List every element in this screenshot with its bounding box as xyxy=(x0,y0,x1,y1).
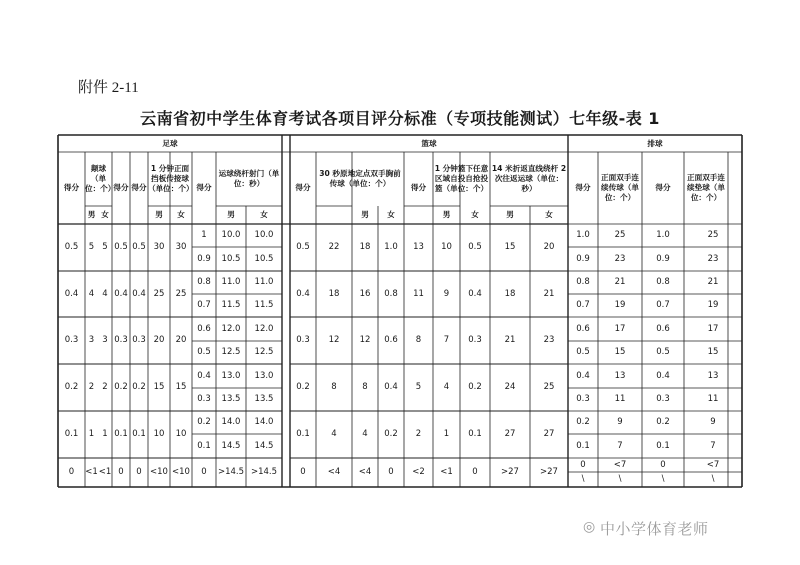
header-female: 女 xyxy=(260,210,268,219)
cell-score: 0.7 xyxy=(576,300,590,310)
cell-score: 0.2 xyxy=(468,382,482,392)
cell-value: 7 xyxy=(443,335,450,345)
cell-score: 0.3 xyxy=(132,335,146,345)
cell-score: 0.1 xyxy=(197,440,211,451)
cell-value: 25 xyxy=(543,382,555,392)
cell-value: 13.0 xyxy=(221,370,241,381)
cell-score: 0.8 xyxy=(576,277,590,287)
cell-score: 0.2 xyxy=(384,429,398,439)
header-vb-pass: 正面双手连续传球（单位：个） xyxy=(601,173,639,202)
cell-score: 1.0 xyxy=(576,230,590,240)
cell-score: 0.3 xyxy=(656,394,670,404)
cell-value: 3 xyxy=(88,335,95,345)
cell-value: 5 xyxy=(415,382,422,392)
cell-score: 0.4 xyxy=(132,288,146,299)
header-female: 女 xyxy=(471,210,479,219)
header-male: 男 xyxy=(506,210,514,219)
cell-value: 10 xyxy=(153,429,165,439)
cell-value: 5 xyxy=(102,242,108,252)
cell-value: 23 xyxy=(707,253,719,264)
cell-score: 0.1 xyxy=(468,429,482,439)
cell-value: 14.5 xyxy=(221,440,241,451)
cell-score: 0.9 xyxy=(197,253,211,264)
cell-score: 0.8 xyxy=(197,277,211,287)
cell-value: 4 xyxy=(331,429,337,439)
cell-value: 24 xyxy=(504,382,516,392)
cell-value: <2 xyxy=(412,467,425,477)
page-title: 云南省初中学生体育考试各项目评分标准（专项技能测试）七年级-表 1 xyxy=(140,109,660,128)
cell-value: 12.0 xyxy=(254,323,274,334)
cell-score: 0.2 xyxy=(576,417,590,427)
cell-value: 7 xyxy=(710,440,716,451)
cell-score: 0.4 xyxy=(656,370,670,381)
cell-value: 5 xyxy=(88,242,95,252)
cell-score: 1.0 xyxy=(384,242,398,252)
cell-score: 0.5 xyxy=(576,347,590,357)
cell-score: 0.3 xyxy=(197,394,211,404)
cell-value: 12 xyxy=(359,335,371,345)
cell-value: 14.5 xyxy=(254,440,274,451)
header-juggling: 颠球（单位：个） xyxy=(85,164,116,193)
cell-value: 25 xyxy=(707,230,719,240)
cell-value: 11.5 xyxy=(221,300,241,310)
header-score: 得分 xyxy=(655,183,671,192)
cell-value: <4 xyxy=(358,467,372,477)
cell-value: 21 xyxy=(543,288,555,299)
cell-score: 0 xyxy=(660,459,666,470)
cell-value: <4 xyxy=(327,467,341,477)
cell-value: 13 xyxy=(614,370,626,381)
cell-value: 17 xyxy=(707,323,719,334)
header-score: 得分 xyxy=(196,183,212,192)
cell-value: 12 xyxy=(328,335,340,345)
cell-score: 0.2 xyxy=(132,382,146,392)
cell-score: 0.1 xyxy=(132,429,146,439)
header-male: 男 xyxy=(87,210,96,219)
cell-value: 27 xyxy=(543,429,555,439)
cell-score: 0.6 xyxy=(197,323,211,334)
cell-value: 1 xyxy=(102,429,108,439)
cell-value: 30 xyxy=(153,242,165,252)
cell-score: 0.4 xyxy=(114,288,128,299)
cell-value: 25 xyxy=(175,288,187,299)
cell-value: 30 xyxy=(175,242,187,252)
cell-value: 3 xyxy=(102,335,108,345)
cell-value: 11 xyxy=(413,288,424,299)
header-male: 男 xyxy=(227,210,235,219)
cell-value: >27 xyxy=(501,467,519,477)
cell-value: 23 xyxy=(614,253,626,264)
cell-value: 11 xyxy=(614,394,626,404)
cell-value: 20 xyxy=(543,242,555,252)
cell-value: 21 xyxy=(504,335,516,345)
header-dribble-shot: 运球绕杆射门（单位：秒） xyxy=(218,169,280,188)
cell-score: 0.1 xyxy=(114,429,128,439)
header-vb-dig: 正面双手连续垫球（单位：个） xyxy=(687,173,725,202)
cell-value: 12.5 xyxy=(254,347,274,357)
cell-value: 12.5 xyxy=(221,347,241,357)
cell-value: 13.5 xyxy=(221,394,241,404)
header-bb-dribble: 14 米折返直线绕杆 2 次往返运球（单位：秒） xyxy=(491,164,567,193)
cell-score: 0.9 xyxy=(656,253,670,264)
cell-score: 0.2 xyxy=(64,382,79,392)
cell-value: 19 xyxy=(707,300,719,310)
cell-score: \ xyxy=(581,474,585,484)
cell-score: 0 xyxy=(118,467,124,477)
cell-value: 15 xyxy=(504,242,516,252)
cell-score: 0.4 xyxy=(296,288,310,299)
cell-value: <7 xyxy=(613,459,627,470)
cell-value: 23 xyxy=(543,335,555,345)
header-score: 得分 xyxy=(131,183,147,192)
cell-score: 0.1 xyxy=(64,429,79,439)
cell-score: 0.2 xyxy=(114,382,128,392)
cell-score: 0.2 xyxy=(296,382,310,392)
header-bb-pass: 30 秒原地定点双手胸前传球（单位：个） xyxy=(319,169,401,188)
cell-value: \ xyxy=(711,474,715,484)
cell-value: 10 xyxy=(441,242,452,252)
cell-value: 9 xyxy=(443,288,450,299)
cell-score: 0.6 xyxy=(576,323,590,334)
cell-score: 0.7 xyxy=(656,300,670,310)
header-score: 得分 xyxy=(113,183,129,192)
cell-value: 10.5 xyxy=(221,253,241,264)
cell-value: 11.0 xyxy=(221,277,241,287)
cell-score: 0.1 xyxy=(656,440,670,451)
cell-value: 8 xyxy=(415,335,422,345)
cell-score: 0.6 xyxy=(384,335,398,345)
cell-value: >14.5 xyxy=(217,467,245,477)
cell-value: 2 xyxy=(102,382,108,392)
cell-score: 0.2 xyxy=(656,417,670,427)
cell-value: 4 xyxy=(362,429,368,439)
cell-score: \ xyxy=(661,474,665,484)
header-score: 得分 xyxy=(575,183,591,192)
cell-value: 4 xyxy=(88,288,95,299)
cell-score: 0.4 xyxy=(64,288,79,299)
cell-score: 1 xyxy=(201,230,207,240)
cell-value: 1 xyxy=(443,429,450,439)
cell-value: <7 xyxy=(706,459,720,470)
cell-score: 0.9 xyxy=(576,253,590,264)
cell-value: 20 xyxy=(153,335,165,345)
section-basketball: 篮球 xyxy=(421,138,437,148)
watermark: 中小学体育老师 xyxy=(600,520,709,538)
cell-value: <10 xyxy=(150,467,168,477)
cell-value: 17 xyxy=(614,323,626,334)
cell-score: 0.5 xyxy=(132,242,146,252)
cell-value: 13.5 xyxy=(254,394,274,404)
cell-score: 0.5 xyxy=(296,242,310,252)
cell-score: 0.8 xyxy=(656,277,670,287)
cell-score: 0 xyxy=(388,467,394,477)
cell-score: 0.7 xyxy=(197,300,211,310)
cell-score: 0.2 xyxy=(197,417,211,427)
cell-value: 7 xyxy=(617,440,623,451)
cell-value: 9 xyxy=(617,417,623,427)
cell-value: 14.0 xyxy=(254,417,274,427)
cell-score: 0.4 xyxy=(468,288,482,299)
cell-value: 12.0 xyxy=(221,323,241,334)
cell-score: 0.3 xyxy=(468,335,482,345)
cell-value: 11.5 xyxy=(254,300,274,310)
cell-value: 15 xyxy=(614,347,626,357)
cell-score: 0.1 xyxy=(576,440,590,451)
header-passing: 1 分钟正面挡板传接球（单位：个） xyxy=(148,164,194,193)
cell-score: 0.1 xyxy=(296,429,310,439)
cell-value: 2 xyxy=(415,429,422,439)
cell-value: 4 xyxy=(102,288,108,299)
header-male: 男 xyxy=(155,210,163,219)
cell-score: 0 xyxy=(300,467,306,477)
cell-score: 0.5 xyxy=(114,242,128,252)
cell-value: 10 xyxy=(175,429,187,439)
section-football: 足球 xyxy=(162,138,178,148)
cell-score: 0.6 xyxy=(656,323,670,334)
cell-value: 19 xyxy=(614,300,626,310)
header-female: 女 xyxy=(545,210,553,219)
cell-value: 13 xyxy=(707,370,719,381)
cell-value: 1 xyxy=(88,429,95,439)
cell-value: 25 xyxy=(614,230,626,240)
cell-value: 11 xyxy=(707,394,719,404)
cell-score: 0 xyxy=(68,467,75,477)
cell-score: 0.4 xyxy=(384,382,398,392)
cell-value: 9 xyxy=(710,417,716,427)
cell-value: 21 xyxy=(707,277,719,287)
cell-score: 0.3 xyxy=(576,394,590,404)
cell-score: 0 xyxy=(136,467,142,477)
cell-score: 0.3 xyxy=(296,335,310,345)
section-volleyball: 排球 xyxy=(647,138,663,148)
cell-score: 0.3 xyxy=(114,335,128,345)
cell-value: 10.5 xyxy=(254,253,274,264)
cell-value: 27 xyxy=(504,429,516,439)
header-score: 得分 xyxy=(63,183,80,192)
header-bb-layup: 1 分钟篮下任意区域自投自抢投篮（单位：个） xyxy=(434,164,489,193)
cell-score: 0.5 xyxy=(64,242,79,252)
cell-value: 11.0 xyxy=(254,277,274,287)
header-male: 男 xyxy=(361,210,369,219)
cell-score: 0.5 xyxy=(656,347,670,357)
cell-score: 0.3 xyxy=(64,335,79,345)
cell-score: 0.8 xyxy=(384,288,398,299)
cell-score: 0.4 xyxy=(197,370,211,381)
cell-score: 0.5 xyxy=(197,347,211,357)
cell-value: 22 xyxy=(328,242,340,252)
cell-score: 0 xyxy=(201,467,207,477)
header-score: 得分 xyxy=(410,183,427,192)
cell-value: 15 xyxy=(175,382,187,392)
cell-score: 0 xyxy=(472,467,478,477)
cell-value: \ xyxy=(618,474,622,484)
cell-value: 18 xyxy=(359,242,371,252)
cell-score: 0.4 xyxy=(576,370,590,381)
header-female: 女 xyxy=(177,210,185,219)
cell-value: 18 xyxy=(328,288,340,299)
cell-score: 0 xyxy=(580,459,586,470)
header-male: 男 xyxy=(442,210,451,219)
cell-value: 21 xyxy=(614,277,626,287)
cell-value: <1 xyxy=(98,467,112,477)
cell-value: 8 xyxy=(362,382,368,392)
cell-score: 0.5 xyxy=(468,242,482,252)
cell-value: <1 xyxy=(440,467,453,477)
cell-value: 13.0 xyxy=(254,370,274,381)
header-female: 女 xyxy=(101,210,109,219)
cell-value: 10.0 xyxy=(221,230,241,240)
wechat-icon: ◎ xyxy=(583,519,596,535)
cell-value: 13 xyxy=(413,242,424,252)
header-score: 得分 xyxy=(295,183,311,192)
header-female: 女 xyxy=(387,210,395,219)
cell-value: 2 xyxy=(88,382,95,392)
cell-value: 15 xyxy=(707,347,719,357)
cell-value: >27 xyxy=(540,467,558,477)
cell-value: <1 xyxy=(85,467,98,477)
cell-score: 1.0 xyxy=(656,230,670,240)
cell-value: 25 xyxy=(153,288,165,299)
cell-value: 20 xyxy=(175,335,187,345)
cell-value: 10.0 xyxy=(254,230,274,240)
cell-value: <10 xyxy=(172,467,190,477)
cell-value: >14.5 xyxy=(250,467,278,477)
cell-value: 16 xyxy=(359,288,371,299)
cell-value: 15 xyxy=(153,382,165,392)
cell-value: 4 xyxy=(443,382,450,392)
cell-value: 14.0 xyxy=(221,417,241,427)
cell-value: 18 xyxy=(504,288,516,299)
attachment-label: 附件 2-11 xyxy=(78,80,139,96)
cell-value: 8 xyxy=(331,382,337,392)
